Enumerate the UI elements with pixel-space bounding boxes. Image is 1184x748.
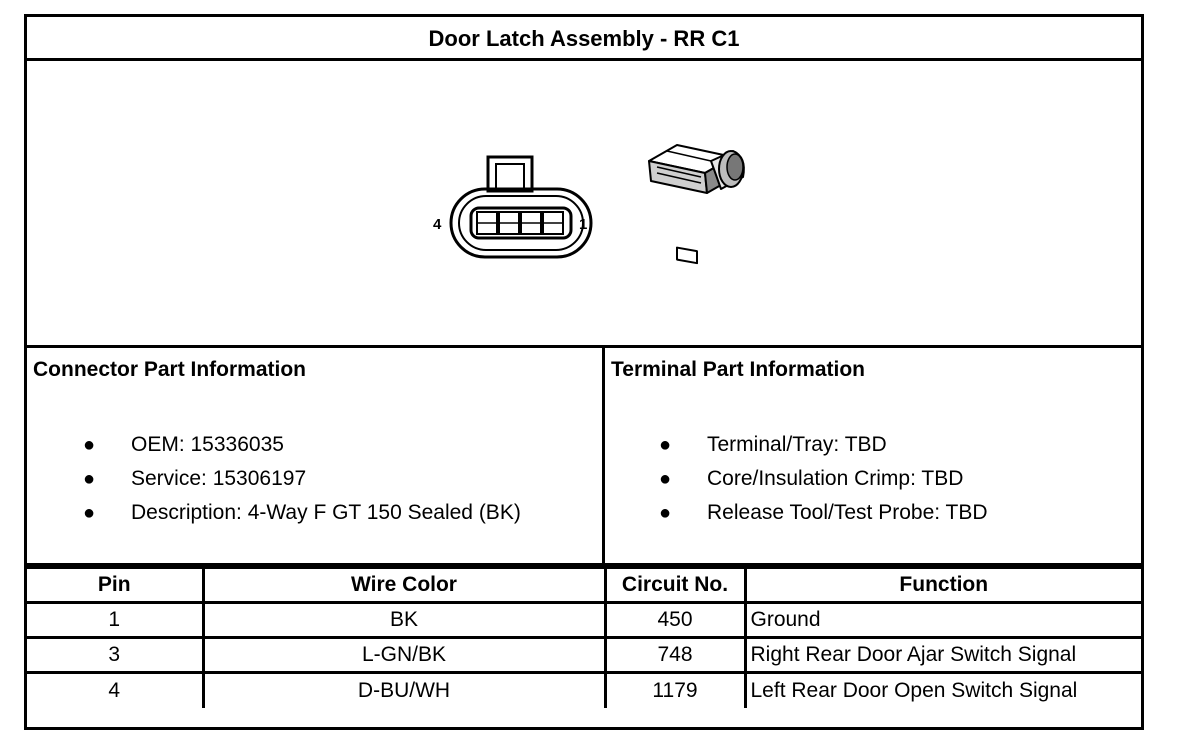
header-wire-color: Wire Color — [203, 568, 605, 603]
cell-circuit: 748 — [605, 638, 745, 673]
list-item — [659, 462, 988, 496]
connector-info-description: Description: 4-Way F GT 150 Sealed (BK) — [131, 501, 521, 524]
list-item — [83, 496, 521, 530]
pin-1-label: 1 — [579, 216, 588, 233]
bullet-icon: ● — [83, 468, 96, 490]
table-row — [27, 673, 1141, 708]
cell-pin: 1 — [27, 603, 203, 638]
terminal-info-heading: Terminal Part Information — [611, 358, 865, 381]
terminal-info-tool: Release Tool/Test Probe: TBD — [707, 501, 988, 524]
header-function: Function — [745, 568, 1141, 603]
pin-4-label: 4 — [433, 216, 442, 233]
connector-3d-view — [649, 145, 744, 263]
cell-wire-color: BK — [203, 603, 605, 638]
bullet-icon: ● — [83, 502, 96, 524]
connector-illustration — [27, 61, 1141, 348]
connector-face-view — [451, 157, 591, 257]
cell-wire-color: L-GN/BK — [203, 638, 605, 673]
cell-pin: 3 — [27, 638, 203, 673]
connector-info-list — [83, 428, 521, 530]
header-pin: Pin — [27, 568, 203, 603]
cell-function: Left Rear Door Open Switch Signal — [745, 673, 1141, 708]
terminal-info-tray: Terminal/Tray: TBD — [707, 433, 887, 456]
list-item — [659, 428, 988, 462]
terminal-part-info — [605, 348, 1141, 566]
bullet-icon: ● — [659, 502, 672, 524]
list-item — [83, 428, 521, 462]
cell-circuit: 450 — [605, 603, 745, 638]
connector-info-heading: Connector Part Information — [33, 358, 307, 381]
cell-circuit: 1179 — [605, 673, 745, 708]
table-row — [27, 603, 1141, 638]
list-item — [83, 462, 521, 496]
connector-sheet — [24, 14, 1144, 730]
page-title: Door Latch Assembly - RR C1 — [27, 17, 1141, 61]
pin-table — [27, 566, 1141, 708]
terminal-info-crimp: Core/Insulation Crimp: TBD — [707, 467, 964, 490]
connector-drawing — [27, 61, 1141, 348]
bullet-icon: ● — [83, 434, 96, 456]
table-header-row — [27, 568, 1141, 603]
cell-function: Ground — [745, 603, 1141, 638]
cell-function: Right Rear Door Ajar Switch Signal — [745, 638, 1141, 673]
table-row — [27, 638, 1141, 673]
list-item — [659, 496, 988, 530]
cell-pin: 4 — [27, 673, 203, 708]
connector-part-info — [27, 348, 605, 566]
bullet-icon: ● — [659, 434, 672, 456]
connector-info-oem: OEM: 15336035 — [131, 433, 284, 456]
cell-wire-color: D-BU/WH — [203, 673, 605, 708]
terminal-info-list — [659, 428, 988, 530]
header-circuit-no: Circuit No. — [605, 568, 745, 603]
connector-info-service: Service: 15306197 — [131, 467, 307, 490]
bullet-icon: ● — [659, 468, 672, 490]
